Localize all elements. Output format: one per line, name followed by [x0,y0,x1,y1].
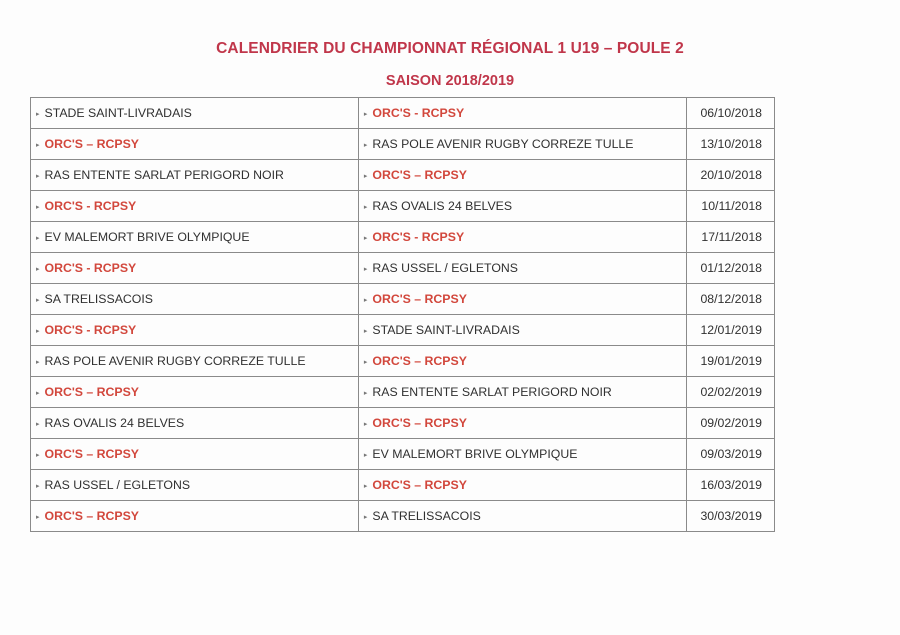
table-row [31,439,775,470]
away-team-cell [358,315,686,346]
bullet-icon: ▸ [363,390,368,397]
bullet-icon: ▸ [36,142,40,149]
bullet-icon: ▸ [363,266,368,273]
table-row [31,284,775,315]
match-date: 17/11/2018 [701,230,762,244]
bullet-icon: ▸ [36,204,40,211]
home-team-name: RAS ENTENTE SARLAT PERIGORD NOIR [44,168,284,182]
home-team-name: RAS USSEL / EGLETONS [44,478,191,492]
away-team-name: RAS USSEL / EGLETONS [372,261,518,275]
away-team-name: RAS POLE AVENIR RUGBY CORREZE TULLE [372,137,634,151]
bullet-icon: ▸ [363,173,368,180]
match-date: 13/10/2018 [700,137,762,151]
bullet-icon: ▸ [36,483,40,490]
table-row [31,222,775,253]
document-subtitle: SAISON 2018/2019 [385,73,515,89]
table-row [31,501,775,532]
home-team-cell [31,346,359,377]
away-team-name: ORC'S – RCPSY [372,292,467,306]
home-team-cell [31,315,359,346]
match-date-cell [686,98,774,129]
bullet-icon: ▸ [36,297,40,304]
away-team-name: ORC'S – RCPSY [372,478,467,492]
match-date-cell [686,284,774,315]
away-team-cell [358,284,686,315]
table-row [31,160,775,191]
match-date-cell [686,408,774,439]
bullet-icon: ▸ [363,421,368,428]
away-team-cell [358,377,686,408]
match-date: 08/12/2018 [700,292,762,306]
home-team-cell [31,470,359,501]
home-team-name: RAS OVALIS 24 BELVES [44,416,185,430]
away-team-name: RAS OVALIS 24 BELVES [372,199,513,213]
match-date-cell [686,439,774,470]
table-row [31,470,775,501]
match-date: 20/10/2018 [700,168,762,182]
bullet-icon: ▸ [363,514,368,521]
bullet-icon: ▸ [36,421,40,428]
match-date: 06/10/2018 [700,106,762,120]
away-team-name: STADE SAINT-LIVRADAIS [372,323,520,337]
match-date: 12/01/2019 [700,323,762,337]
away-team-cell [358,408,686,439]
bullet-icon: ▸ [363,452,368,459]
match-date: 09/02/2019 [700,416,762,430]
away-team-cell [358,253,686,284]
home-team-name: ORC'S - RCPSY [44,199,137,213]
home-team-name: ORC'S – RCPSY [44,447,140,461]
match-date-cell [686,129,774,160]
away-team-name: ORC'S - RCPSY [372,106,465,120]
home-team-cell [31,501,359,532]
match-date-cell [686,501,774,532]
bullet-icon: ▸ [36,452,40,459]
match-date-cell [686,191,774,222]
away-team-name: ORC'S – RCPSY [372,168,467,182]
document-title: CALENDRIER DU CHAMPIONNAT RÉGIONAL 1 U19 – POULE 2 [216,40,684,57]
match-date: 02/02/2019 [700,385,762,399]
home-team-cell [31,129,359,160]
home-team-name: ORC'S - RCPSY [44,323,137,337]
bullet-icon: ▸ [363,204,368,211]
bullet-icon: ▸ [36,328,40,335]
bullet-icon: ▸ [36,235,40,242]
table-row [31,346,775,377]
bullet-icon: ▸ [36,514,40,521]
table-row [31,129,775,160]
home-team-name: STADE SAINT-LIVRADAIS [44,106,192,120]
bullet-icon: ▸ [363,142,368,149]
away-team-cell [358,222,686,253]
match-date-cell [686,377,774,408]
match-date: 09/03/2019 [700,447,762,461]
away-team-cell [358,346,686,377]
match-date-cell [686,315,774,346]
match-date-cell [686,222,774,253]
home-team-name: ORC'S – RCPSY [44,137,140,151]
away-team-name: ORC'S – RCPSY [372,354,467,368]
match-date: 10/11/2018 [701,199,762,213]
home-team-cell [31,98,359,129]
away-team-name: RAS ENTENTE SARLAT PERIGORD NOIR [372,385,612,399]
match-date: 01/12/2018 [700,261,762,275]
home-team-cell [31,191,359,222]
schedule-table-body [31,98,775,532]
away-team-cell [358,470,686,501]
bullet-icon: ▸ [363,235,368,242]
bullet-icon: ▸ [36,390,40,397]
home-team-cell [31,439,359,470]
home-team-cell [31,160,359,191]
schedule-table [30,97,775,532]
table-row [31,98,775,129]
bullet-icon: ▸ [36,111,40,118]
home-team-cell [31,408,359,439]
home-team-name: RAS POLE AVENIR RUGBY CORREZE TULLE [44,354,306,368]
match-date-cell [686,346,774,377]
bullet-icon: ▸ [36,266,40,273]
match-date: 30/03/2019 [700,509,762,523]
away-team-name: ORC'S - RCPSY [372,230,465,244]
away-team-cell [358,160,686,191]
away-team-name: SA TRELISSACOIS [372,509,481,523]
home-team-cell [31,253,359,284]
home-team-name: ORC'S – RCPSY [44,385,140,399]
away-team-cell [358,501,686,532]
away-team-name: EV MALEMORT BRIVE OLYMPIQUE [372,447,578,461]
table-row [31,315,775,346]
home-team-cell [31,377,359,408]
bullet-icon: ▸ [363,483,368,490]
match-date: 19/01/2019 [700,354,762,368]
match-date-cell [686,470,774,501]
home-team-cell [31,284,359,315]
table-row [31,377,775,408]
away-team-cell [358,191,686,222]
away-team-name: ORC'S – RCPSY [372,416,467,430]
table-row [31,408,775,439]
away-team-cell [358,439,686,470]
bullet-icon: ▸ [36,359,40,366]
bullet-icon: ▸ [363,359,368,366]
home-team-name: ORC'S - RCPSY [44,261,137,275]
bullet-icon: ▸ [363,328,368,335]
table-row [31,253,775,284]
match-date-cell [686,253,774,284]
bullet-icon: ▸ [36,173,40,180]
home-team-name: EV MALEMORT BRIVE OLYMPIQUE [44,230,250,244]
home-team-name: SA TRELISSACOIS [44,292,153,306]
home-team-cell [31,222,359,253]
table-row [31,191,775,222]
match-date-cell [686,160,774,191]
away-team-cell [358,129,686,160]
match-date: 16/03/2019 [700,478,762,492]
bullet-icon: ▸ [363,111,368,118]
home-team-name: ORC'S – RCPSY [44,509,140,523]
away-team-cell [358,98,686,129]
bullet-icon: ▸ [363,297,368,304]
